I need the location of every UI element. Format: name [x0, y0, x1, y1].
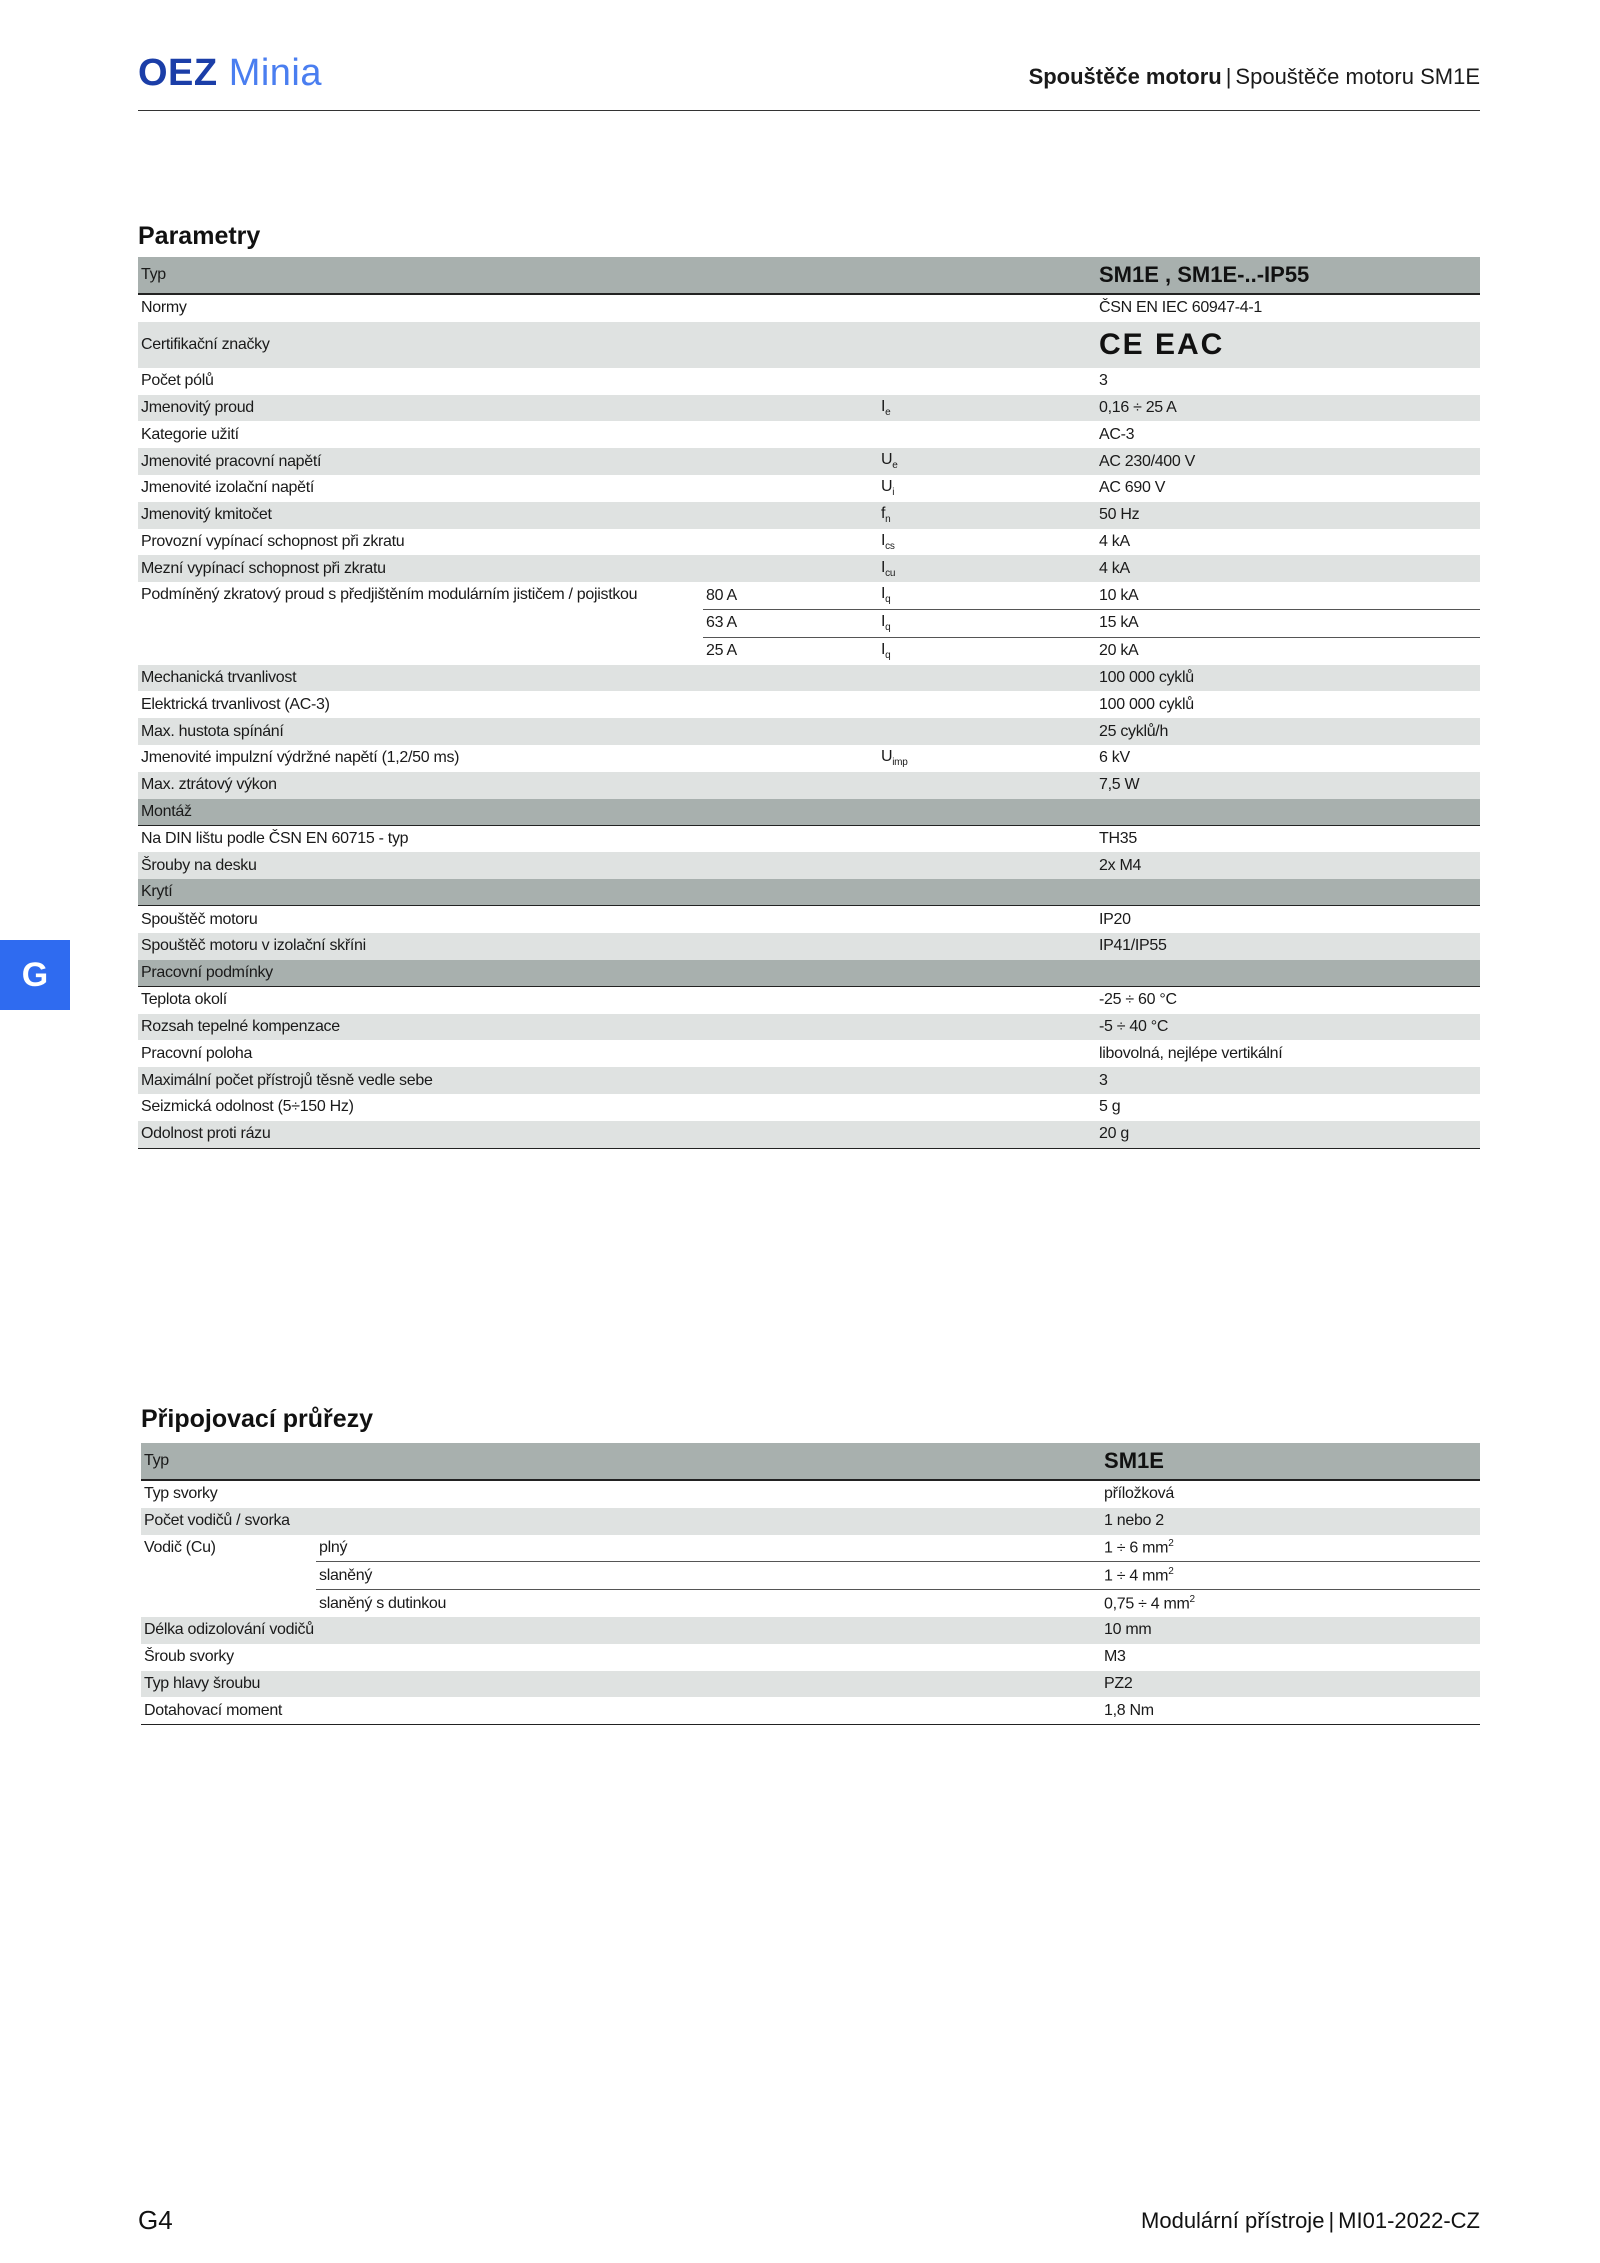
- page-header: [138, 48, 1480, 111]
- row-value: 20 g: [1096, 1121, 1480, 1148]
- row-label: Maximální počet přístrojů těsně vedle sebe: [138, 1067, 1096, 1094]
- row-value: 10 kA: [1096, 582, 1480, 609]
- table-row: [138, 294, 1480, 322]
- footer-doc-title: Modulární přístroje: [1141, 2208, 1325, 2233]
- table-row: [138, 665, 1480, 692]
- section-label: Pracovní podmínky: [138, 960, 1480, 987]
- symbol-sub: imp: [892, 757, 908, 769]
- table-row: [138, 529, 1480, 556]
- row-label: Jmenovitý proud: [138, 395, 878, 422]
- row-symbol: [878, 448, 1096, 475]
- section-row-montaz: [138, 799, 1480, 826]
- row-label: Jmenovité impulzní výdržné napětí (1,2/50 ms): [141, 749, 460, 767]
- table-row: [138, 448, 1480, 475]
- header-model: SM1E , SM1E-..-IP55: [1096, 257, 1480, 294]
- row-label: Certifikační značky: [138, 322, 1096, 368]
- table-row: [138, 986, 1480, 1013]
- table-row: [138, 745, 1480, 772]
- row-value: 100 000 cyklů: [1096, 665, 1480, 692]
- section-label: Montáž: [138, 799, 1480, 826]
- symbol: I: [881, 585, 886, 603]
- footer-doc: [1141, 2208, 1480, 2234]
- row-fuse: 80 A: [703, 582, 878, 609]
- row-value: PZ2: [1101, 1671, 1480, 1698]
- footer-doc-code: MI01-2022-CZ: [1338, 2208, 1480, 2233]
- row-label: Typ svorky: [144, 1485, 218, 1503]
- row-label: Typ hlavy šroubu: [141, 1671, 1101, 1698]
- row-symbol: [878, 529, 1096, 556]
- symbol: I: [881, 397, 886, 415]
- symbol-sub: q: [885, 622, 891, 634]
- row-value: -5 ÷ 40 °C: [1096, 1014, 1480, 1041]
- table-row: [138, 555, 1480, 582]
- table-row: [138, 691, 1480, 718]
- table-row: [138, 395, 1480, 422]
- row-value: 3: [1096, 1067, 1480, 1094]
- connection-title: Připojovací průřezy: [141, 1405, 374, 1433]
- row-value: 1,8 Nm: [1101, 1697, 1480, 1724]
- row-value: 3: [1099, 372, 1108, 390]
- symbol: I: [881, 531, 886, 549]
- row-value: TH35: [1099, 829, 1137, 847]
- row-label: Počet pólů: [141, 372, 214, 390]
- row-label: Jmenovité pracovní napětí: [138, 448, 878, 475]
- row-symbol: [878, 637, 1096, 664]
- row-value: 1 nebo 2: [1101, 1508, 1480, 1535]
- row-value: [1101, 1562, 1480, 1590]
- row-label: Elektrická trvanlivost (AC-3): [141, 695, 330, 713]
- table-row: [138, 1121, 1480, 1148]
- row-value: 25 cyklů/h: [1096, 718, 1480, 745]
- row-value: 15 kA: [1096, 609, 1480, 637]
- row-value: [1101, 1590, 1480, 1617]
- row-value: 100 000 cyklů: [1099, 695, 1194, 713]
- row-label: Na DIN lištu podle ČSN EN 60715 - typ: [141, 829, 409, 847]
- row-label: Normy: [141, 299, 187, 317]
- symbol: I: [881, 558, 886, 576]
- row-label: Šrouby na desku: [138, 852, 1096, 879]
- row-label: Vodič (Cu): [144, 1538, 216, 1556]
- row-value: libovolná, nejlépe vertikální: [1099, 1044, 1283, 1062]
- row-label: Šroub svorky: [144, 1648, 234, 1666]
- table-row: [138, 1040, 1480, 1067]
- oez-minia-logo: [138, 52, 322, 95]
- value-text: 0,75 ÷ 4 mm: [1104, 1595, 1190, 1613]
- footer-separator: |: [1328, 2208, 1335, 2233]
- symbol-sub: e: [885, 407, 891, 419]
- row-label: Max. hustota spínání: [138, 718, 1096, 745]
- symbol-sub: cs: [885, 541, 895, 553]
- row-label: Seizmická odolnost (5÷150 Hz): [141, 1098, 354, 1116]
- value-text: 1 ÷ 4 mm: [1104, 1567, 1169, 1585]
- header-title-strong: Spouštěče motoru: [1028, 64, 1222, 89]
- section-tab-g: G: [0, 940, 70, 1010]
- row-symbol: [878, 475, 1096, 502]
- row-value: 10 mm: [1101, 1617, 1480, 1644]
- table-row: [138, 772, 1480, 799]
- symbol-sub: i: [892, 487, 895, 499]
- section-row-kryti: [138, 879, 1480, 906]
- row-value: AC 690 V: [1099, 479, 1166, 497]
- row-value: 2x M4: [1096, 852, 1480, 879]
- row-value: ČSN EN IEC 60947-4-1: [1099, 299, 1262, 317]
- header-title-sub: Spouštěče motoru SM1E: [1235, 64, 1480, 89]
- row-value: 20 kA: [1099, 642, 1139, 660]
- row-value: 4 kA: [1096, 555, 1480, 582]
- row-value: 6 kV: [1099, 749, 1130, 767]
- symbol-sub: e: [892, 460, 898, 472]
- row-symbol: [878, 395, 1096, 422]
- table-row: [141, 1697, 1480, 1724]
- table-row: [138, 582, 1480, 609]
- value-sup: 2: [1168, 1538, 1174, 1550]
- row-fuse: 63 A: [703, 609, 878, 637]
- table-row: [138, 906, 1480, 933]
- value-sup: 2: [1189, 1593, 1195, 1605]
- value-sup: 2: [1168, 1566, 1174, 1578]
- table-row: [138, 421, 1480, 448]
- row-label: Spouštěč motoru: [141, 910, 258, 928]
- row-value: [1101, 1535, 1480, 1562]
- row-label: Pracovní poloha: [141, 1044, 253, 1062]
- table-row: [138, 1067, 1480, 1094]
- table-row: [141, 1562, 1480, 1590]
- header-title: [1029, 64, 1480, 90]
- row-symbol: [878, 502, 1096, 529]
- table-row: [138, 1094, 1480, 1121]
- connection-table: [141, 1443, 1480, 1725]
- row-fuse: 25 A: [706, 642, 737, 660]
- row-value: IP41/IP55: [1096, 933, 1480, 960]
- table-row: [141, 1480, 1480, 1508]
- row-label: Délka odizolování vodičů: [141, 1617, 1101, 1644]
- row-label: Mechanická trvanlivost: [138, 665, 1096, 692]
- row-value: -25 ÷ 60 °C: [1099, 991, 1177, 1009]
- row-symbol: [878, 555, 1096, 582]
- symbol: U: [881, 451, 893, 469]
- symbol: I: [881, 613, 886, 631]
- row-label: Kategorie užití: [141, 425, 239, 443]
- row-label: Max. ztrátový výkon: [138, 772, 1096, 799]
- row-kind: slaněný s dutinkou: [319, 1594, 447, 1612]
- table-row: [138, 852, 1480, 879]
- table-header-row: [141, 1443, 1480, 1480]
- logo-product: Minia: [228, 52, 322, 94]
- params-title: Parametry: [138, 222, 261, 250]
- symbol-sub: q: [885, 594, 891, 606]
- row-label: Odolnost proti rázu: [138, 1121, 1096, 1148]
- table-row: [138, 475, 1480, 502]
- section-row-conditions: [138, 960, 1480, 987]
- row-label: Dotahovací moment: [141, 1697, 1101, 1724]
- table-row: [138, 933, 1480, 960]
- row-value: M3: [1104, 1648, 1126, 1666]
- symbol: U: [881, 748, 893, 766]
- symbol-sub: cu: [885, 567, 896, 579]
- header-label: Typ: [141, 1443, 1101, 1480]
- value-text: 1 ÷ 6 mm: [1104, 1539, 1169, 1557]
- symbol: f: [881, 505, 886, 523]
- row-value: 7,5 W: [1096, 772, 1480, 799]
- row-label: Jmenovité izolační napětí: [141, 479, 315, 497]
- row-label: Rozsah tepelné kompenzace: [138, 1014, 1096, 1041]
- row-value: AC 230/400 V: [1096, 448, 1480, 475]
- table-row: [141, 1508, 1480, 1535]
- section-label: Krytí: [138, 879, 1480, 906]
- row-label: Teplota okolí: [141, 991, 227, 1009]
- row-value: 5 g: [1099, 1098, 1121, 1116]
- row-label: Mezní vypínací schopnost při zkratu: [138, 555, 878, 582]
- table-row: [138, 718, 1480, 745]
- row-value: 4 kA: [1099, 532, 1130, 550]
- table-row: [138, 825, 1480, 852]
- header-label: Typ: [138, 257, 1096, 294]
- table-row: [138, 368, 1480, 395]
- row-value: IP20: [1099, 910, 1131, 928]
- table-row: [141, 1617, 1480, 1644]
- row-label: Podmíněný zkratový proud s předjištěním modulárním jističem / pojistkou: [141, 586, 638, 604]
- row-symbol: [878, 609, 1096, 637]
- logo-brand: OEZ: [138, 52, 218, 94]
- params-table: [138, 257, 1480, 1149]
- row-symbol: [878, 745, 1096, 772]
- row-kind: plný: [316, 1535, 1101, 1562]
- row-value: 50 Hz: [1096, 502, 1480, 529]
- table-row: [138, 502, 1480, 529]
- symbol: U: [881, 478, 893, 496]
- page-number: G4: [138, 2205, 173, 2235]
- certification-marks: [1096, 322, 1480, 368]
- symbol: I: [881, 641, 886, 659]
- row-label: Spouštěč motoru v izolační skříni: [138, 933, 1096, 960]
- row-value: 0,16 ÷ 25 A: [1096, 395, 1480, 422]
- row-value: příložková: [1104, 1485, 1174, 1503]
- table-row: [141, 1644, 1480, 1671]
- table-row: [138, 1014, 1480, 1041]
- header-model: SM1E: [1101, 1443, 1480, 1480]
- symbol-sub: q: [885, 650, 891, 662]
- symbol-sub: n: [885, 514, 891, 526]
- row-label: Provozní vypínací schopnost při zkratu: [141, 532, 405, 550]
- row-symbol: [878, 582, 1096, 609]
- header-title-separator: |: [1225, 64, 1232, 89]
- ce-eac-marks-icon: CE EAC: [1099, 327, 1225, 361]
- row-kind: slaněný: [316, 1562, 1101, 1590]
- table-row: [141, 1590, 1480, 1617]
- table-row: [138, 322, 1480, 368]
- row-label: Jmenovitý kmitočet: [138, 502, 878, 529]
- row-value: AC-3: [1099, 425, 1135, 443]
- table-row: [141, 1535, 1480, 1562]
- table-row: [141, 1671, 1480, 1698]
- table-header-row: [138, 257, 1480, 294]
- row-label: Počet vodičů / svorka: [141, 1508, 1101, 1535]
